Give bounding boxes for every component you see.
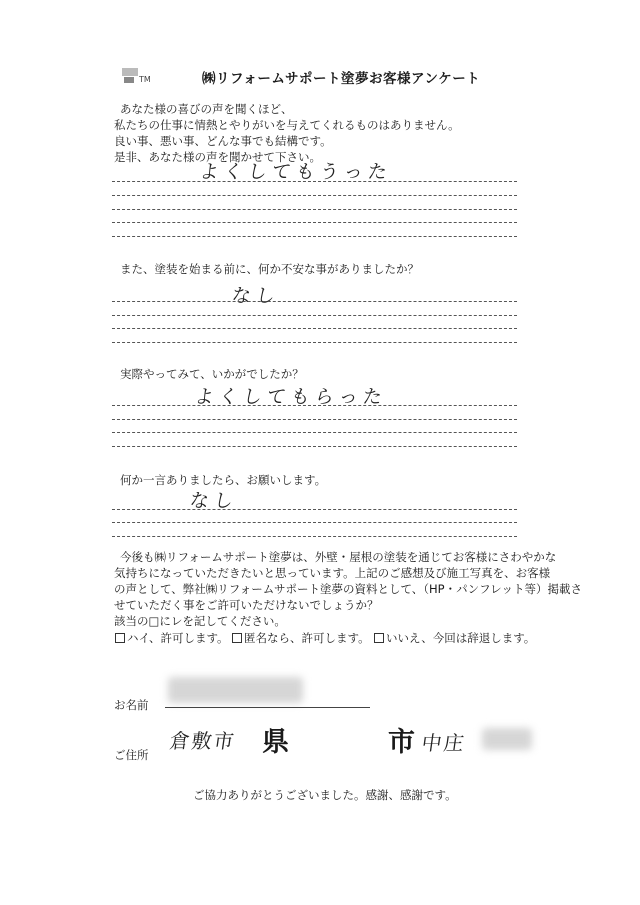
consent-line-4: せていただく事をご許可いただけないでしょうか？ — [114, 598, 379, 612]
checkbox-icon[interactable] — [374, 633, 384, 643]
checkbox-icon[interactable] — [115, 633, 125, 643]
option-anonymous[interactable] — [232, 630, 370, 646]
option-allow[interactable] — [115, 630, 229, 646]
q1-line-1: あなた様の喜びの声を聞くほど、 — [120, 102, 293, 116]
answer-line — [112, 236, 517, 237]
consent-line-2: 気持ちになっていただきたいと思っています。上記のご感想及び施工写真を、お客様 — [114, 566, 551, 580]
answer-line — [112, 522, 517, 523]
answer-line — [112, 222, 517, 223]
answer-line — [112, 328, 517, 329]
name-underline — [165, 707, 370, 708]
svg-text:TM: TM — [139, 75, 151, 84]
q3-question: 実際やってみて、いかがでしたか？ — [120, 367, 304, 381]
handwritten-area: 中庄 — [420, 731, 468, 755]
option-allow-label: ハイ、許可します。 — [127, 631, 229, 645]
consent-line-3: の声として、弊社㈱リフォームサポート塗夢の資料として、（HP・パンフレット等）掲載さ — [114, 582, 582, 596]
answer-line — [112, 405, 517, 406]
q2-handwritten-answer: なし — [230, 285, 282, 307]
q1-line-3: 良い事、悪い事、どんな事でも結構です。 — [114, 134, 332, 148]
option-decline[interactable] — [374, 630, 535, 646]
name-label: お名前 — [114, 698, 149, 712]
thank-you-text: ご協力ありがとうございました。感謝、感謝です。 — [193, 788, 457, 802]
survey-title: ㈱リフォームサポート塗夢お客様アンケート — [202, 71, 481, 87]
answer-line — [112, 195, 517, 196]
redacted-address — [482, 728, 532, 750]
q1-handwritten-answer: よくしてもうった — [198, 161, 394, 183]
answer-line — [112, 301, 517, 302]
option-decline-label: いいえ、今回は辞退します。 — [386, 631, 536, 645]
answer-line — [112, 209, 517, 210]
answer-line — [112, 536, 517, 537]
q1-line-2: 私たちの仕事に情熱とやりがいを与えてくれるものはありません。 — [114, 118, 460, 132]
answer-line — [112, 432, 517, 433]
consent-line-5: 該当の□にレを記してください。 — [114, 614, 286, 628]
consent-line-1: 今後も㈱リフォームサポート塗夢は、外壁・屋根の塗装を通じてお客様にさわやかな — [120, 550, 557, 564]
handwritten-city: 倉敷市 — [168, 729, 238, 753]
q2-question: また、塗装を始まる前に、何か不安な事がありましたか？ — [120, 262, 419, 276]
company-logo — [120, 66, 154, 86]
q4-handwritten-answer: なし — [188, 490, 240, 512]
q1-line-4: 是非、あなた様の声を聞かせて下さい。 — [114, 150, 321, 164]
option-anonymous-label: 匿名なら、許可します。 — [244, 631, 370, 645]
answer-line — [112, 181, 517, 182]
answer-line — [112, 509, 517, 510]
prefecture-label: 県 — [262, 727, 289, 758]
q3-handwritten-answer: よくしてもらった — [193, 386, 389, 408]
answer-line — [112, 419, 517, 420]
q4-question: 何か一言ありましたら、お願いします。 — [120, 473, 327, 487]
answer-line — [112, 446, 517, 447]
redacted-name — [168, 677, 303, 703]
address-label: ご住所 — [114, 748, 149, 762]
city-label: 市 — [388, 727, 415, 758]
answer-line — [112, 342, 517, 343]
checkbox-icon[interactable] — [232, 633, 242, 643]
answer-line — [112, 315, 517, 316]
